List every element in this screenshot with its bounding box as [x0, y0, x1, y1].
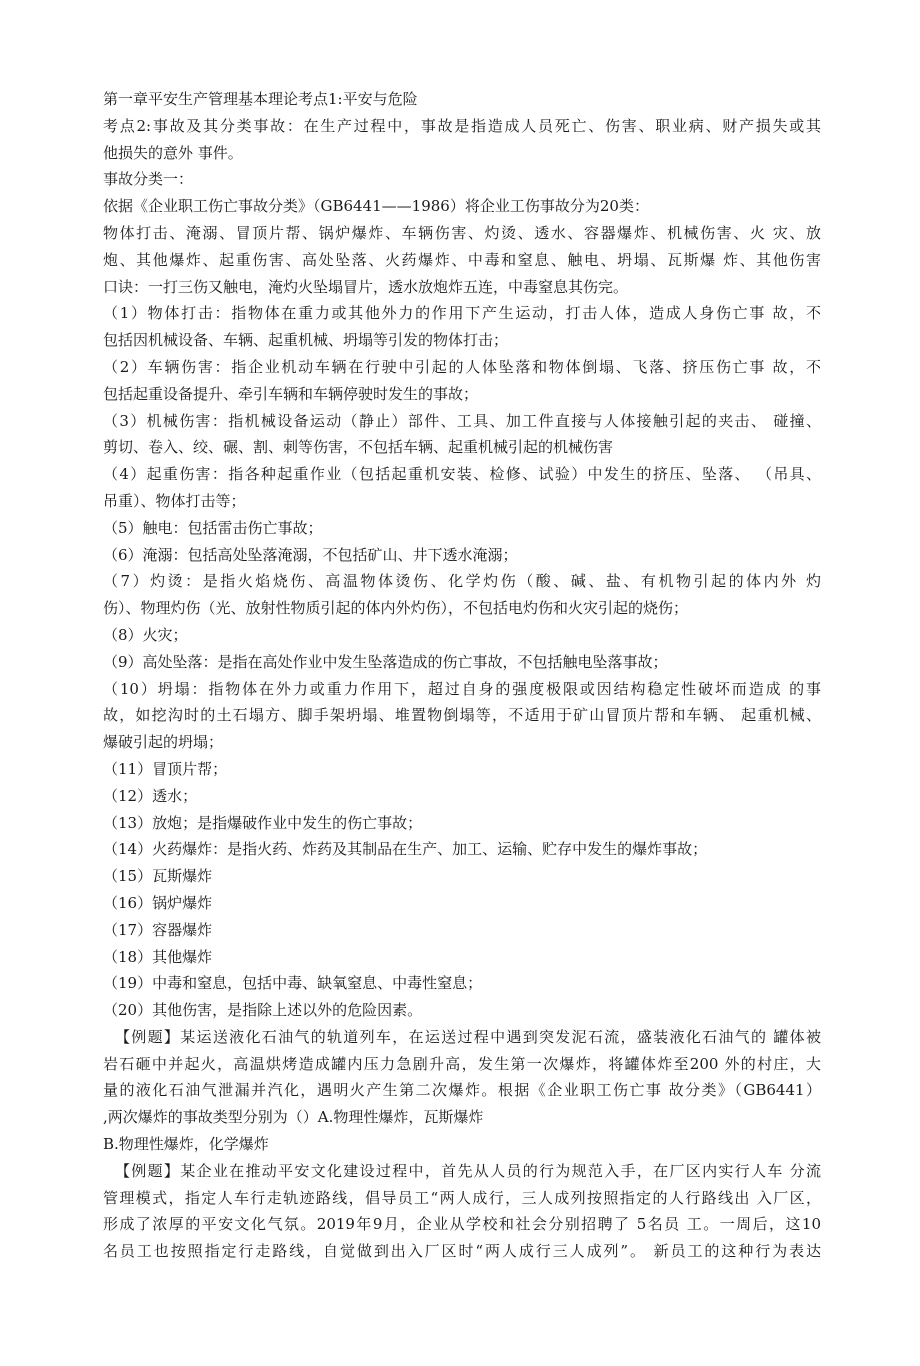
text-line: 物体打击、淹溺、冒顶片帮、锅炉爆炸、车辆伤害、灼烫、透水、容器爆炸、机械伤害、火 灾、放	[103, 223, 821, 242]
text-line: （7）灼烫：是指火焰烧伤、高温物体烫伤、化学灼伤（酸、碱、盐、有机物引起的体内外 灼	[103, 572, 821, 591]
text-line: 爆破引起的坍塌；	[103, 733, 224, 752]
text-line: 剪切、卷入、绞、碾、割、刺等伤害，不包括车辆、起重机械引起的机械伤害	[103, 438, 614, 457]
text-line: ,两次爆炸的事故类型分别为（）A.物理性爆炸，瓦斯爆炸	[103, 1108, 484, 1127]
text-line: 包括起重设备提升、牵引车辆和车辆停驶时发生的事故；	[103, 384, 479, 403]
text-line: （14）火药爆炸：是指火药、炸药及其制品在生产、加工、运输、贮存中发生的爆炸事故；	[103, 840, 708, 859]
text-line: （20）其他伤害，是指除上述以外的危险因素。	[103, 1001, 423, 1020]
text-line: （17）容器爆炸	[103, 920, 213, 939]
text-line: （10）坍塌：指物体在外力或重力作用下，超过自身的强度极限或因结构稳定性破坏而造成 的事	[103, 679, 821, 698]
text-line: （15）瓦斯爆炸	[103, 867, 213, 886]
text-line: 名员工也按照指定行走路线，自觉做到出入厂区时“两人成行三人成列”。 新员工的这种行为表达	[103, 1242, 821, 1261]
text-line: （19）中毒和窒息，包括中毒、缺氧窒息、中毒性窒息；	[103, 974, 483, 993]
text-line: （6）淹溺：包括高处坠落淹溺，不包括矿山、井下透水淹溺；	[103, 545, 518, 564]
text-line: 炮、其他爆炸、起重伤害、高处坠落、火药爆炸、中毒和窒息、触电、坍塌、瓦斯爆 炸、其他伤害	[103, 250, 821, 269]
text-line: （8）火灾；	[103, 625, 188, 644]
text-line: （18）其他爆炸	[103, 947, 213, 966]
document-body	[103, 86, 821, 1265]
text-line: （9）高处坠落：是指在高处作业中发生坠落造成的伤亡事故，不包括触电坠落事故；	[103, 652, 668, 671]
text-line: （2）车辆伤害：指企业机动车辆在行驶中引起的人体坠落和物体倒塌、飞落、挤压伤亡事 故，不	[103, 357, 821, 376]
text-line: （16）锅炉爆炸	[103, 893, 213, 912]
text-line: 吊重）、物体打击等；	[103, 491, 246, 510]
text-line: 岩石砸中并起火，高温烘烤造成罐内压力急剧升高，发生第一次爆炸，将罐体炸至200 外的村庄，大	[103, 1054, 821, 1073]
text-line: 伤）、物理灼伤（光、放射性物质引起的体内外灼伤），不包括电灼伤和火灾引起的烧伤；	[103, 599, 689, 618]
text-line: 事故分类一：	[103, 170, 194, 189]
document-heading: 第一章平安生产管理基本理论考点1:平安与危险	[103, 90, 418, 108]
text-line: 【例题】某运送液化石油气的轨道列车，在运送过程中遇到突发泥石流，盛装液化石油气的 罐体被	[115, 1027, 821, 1046]
text-line: （13）放炮；是指爆破作业中发生的伤亡事故；	[103, 813, 423, 832]
text-line: （11）冒顶片帮；	[103, 759, 228, 778]
text-line: （4）起重伤害：指各种起重作业（包括起重机安装、检修、试验）中发生的挤压、坠落、 （吊具、	[103, 465, 821, 484]
text-line: 包括因机械设备、车辆、起重机械、坍塌等引发的物体打击；	[103, 331, 509, 350]
text-line: （3）机械伤害：指机械设备运动（静止）部件、工具、加工件直接与人体接触引起的夹击、 碰撞、	[103, 411, 821, 430]
text-line: （12）透水；	[103, 786, 198, 805]
text-line: 管理模式，指定人车行走轨迹路线，倡导员工“两人成行，三人成列按照指定的人行路线出 入厂区，	[103, 1188, 821, 1207]
text-line: 形成了浓厚的平安文化气氛。2019年9月，企业从学校和社会分别招聘了 5名员 工。一周后，这10	[103, 1215, 821, 1234]
text-line: 考点2:事故及其分类事故：在生产过程中，事故是指造成人员死亡、伤害、职业病、财产损失或其	[103, 116, 821, 135]
text-line: 口诀：一打三伤又触电，淹灼火坠塌冒片，透水放炮炸五连，中毒窒息其伤完。	[103, 277, 629, 296]
text-line: 【例题】某企业在推动平安文化建设过程中，首先从人员的行为规范入手，在厂区内实行人车 分流	[115, 1161, 821, 1180]
text-line: B.物理性爆炸，化学爆炸	[103, 1135, 269, 1154]
text-line: 量的液化石油气泄漏并汽化，遇明火产生第二次爆炸。根据《企业职工伤亡事 故分类》（GB6441）	[103, 1081, 821, 1100]
text-line: （5）触电：包括雷击伤亡事故；	[103, 518, 323, 537]
text-line: 他损失的意外 事件。	[103, 143, 243, 162]
text-line: 依据《企业职工伤亡事故分类》（GB6441——1986）将企业工伤事故分为20类：	[103, 197, 649, 216]
text-line: 故，如挖沟时的土石塌方、脚手架坍塌、堆置物倒塌等，不适用于矿山冒顶片帮和车辆、 起重机械、	[103, 706, 821, 725]
text-line: （1）物体打击：指物体在重力或其他外力的作用下产生运动，打击人体，造成人身伤亡事 故，不	[103, 304, 821, 323]
